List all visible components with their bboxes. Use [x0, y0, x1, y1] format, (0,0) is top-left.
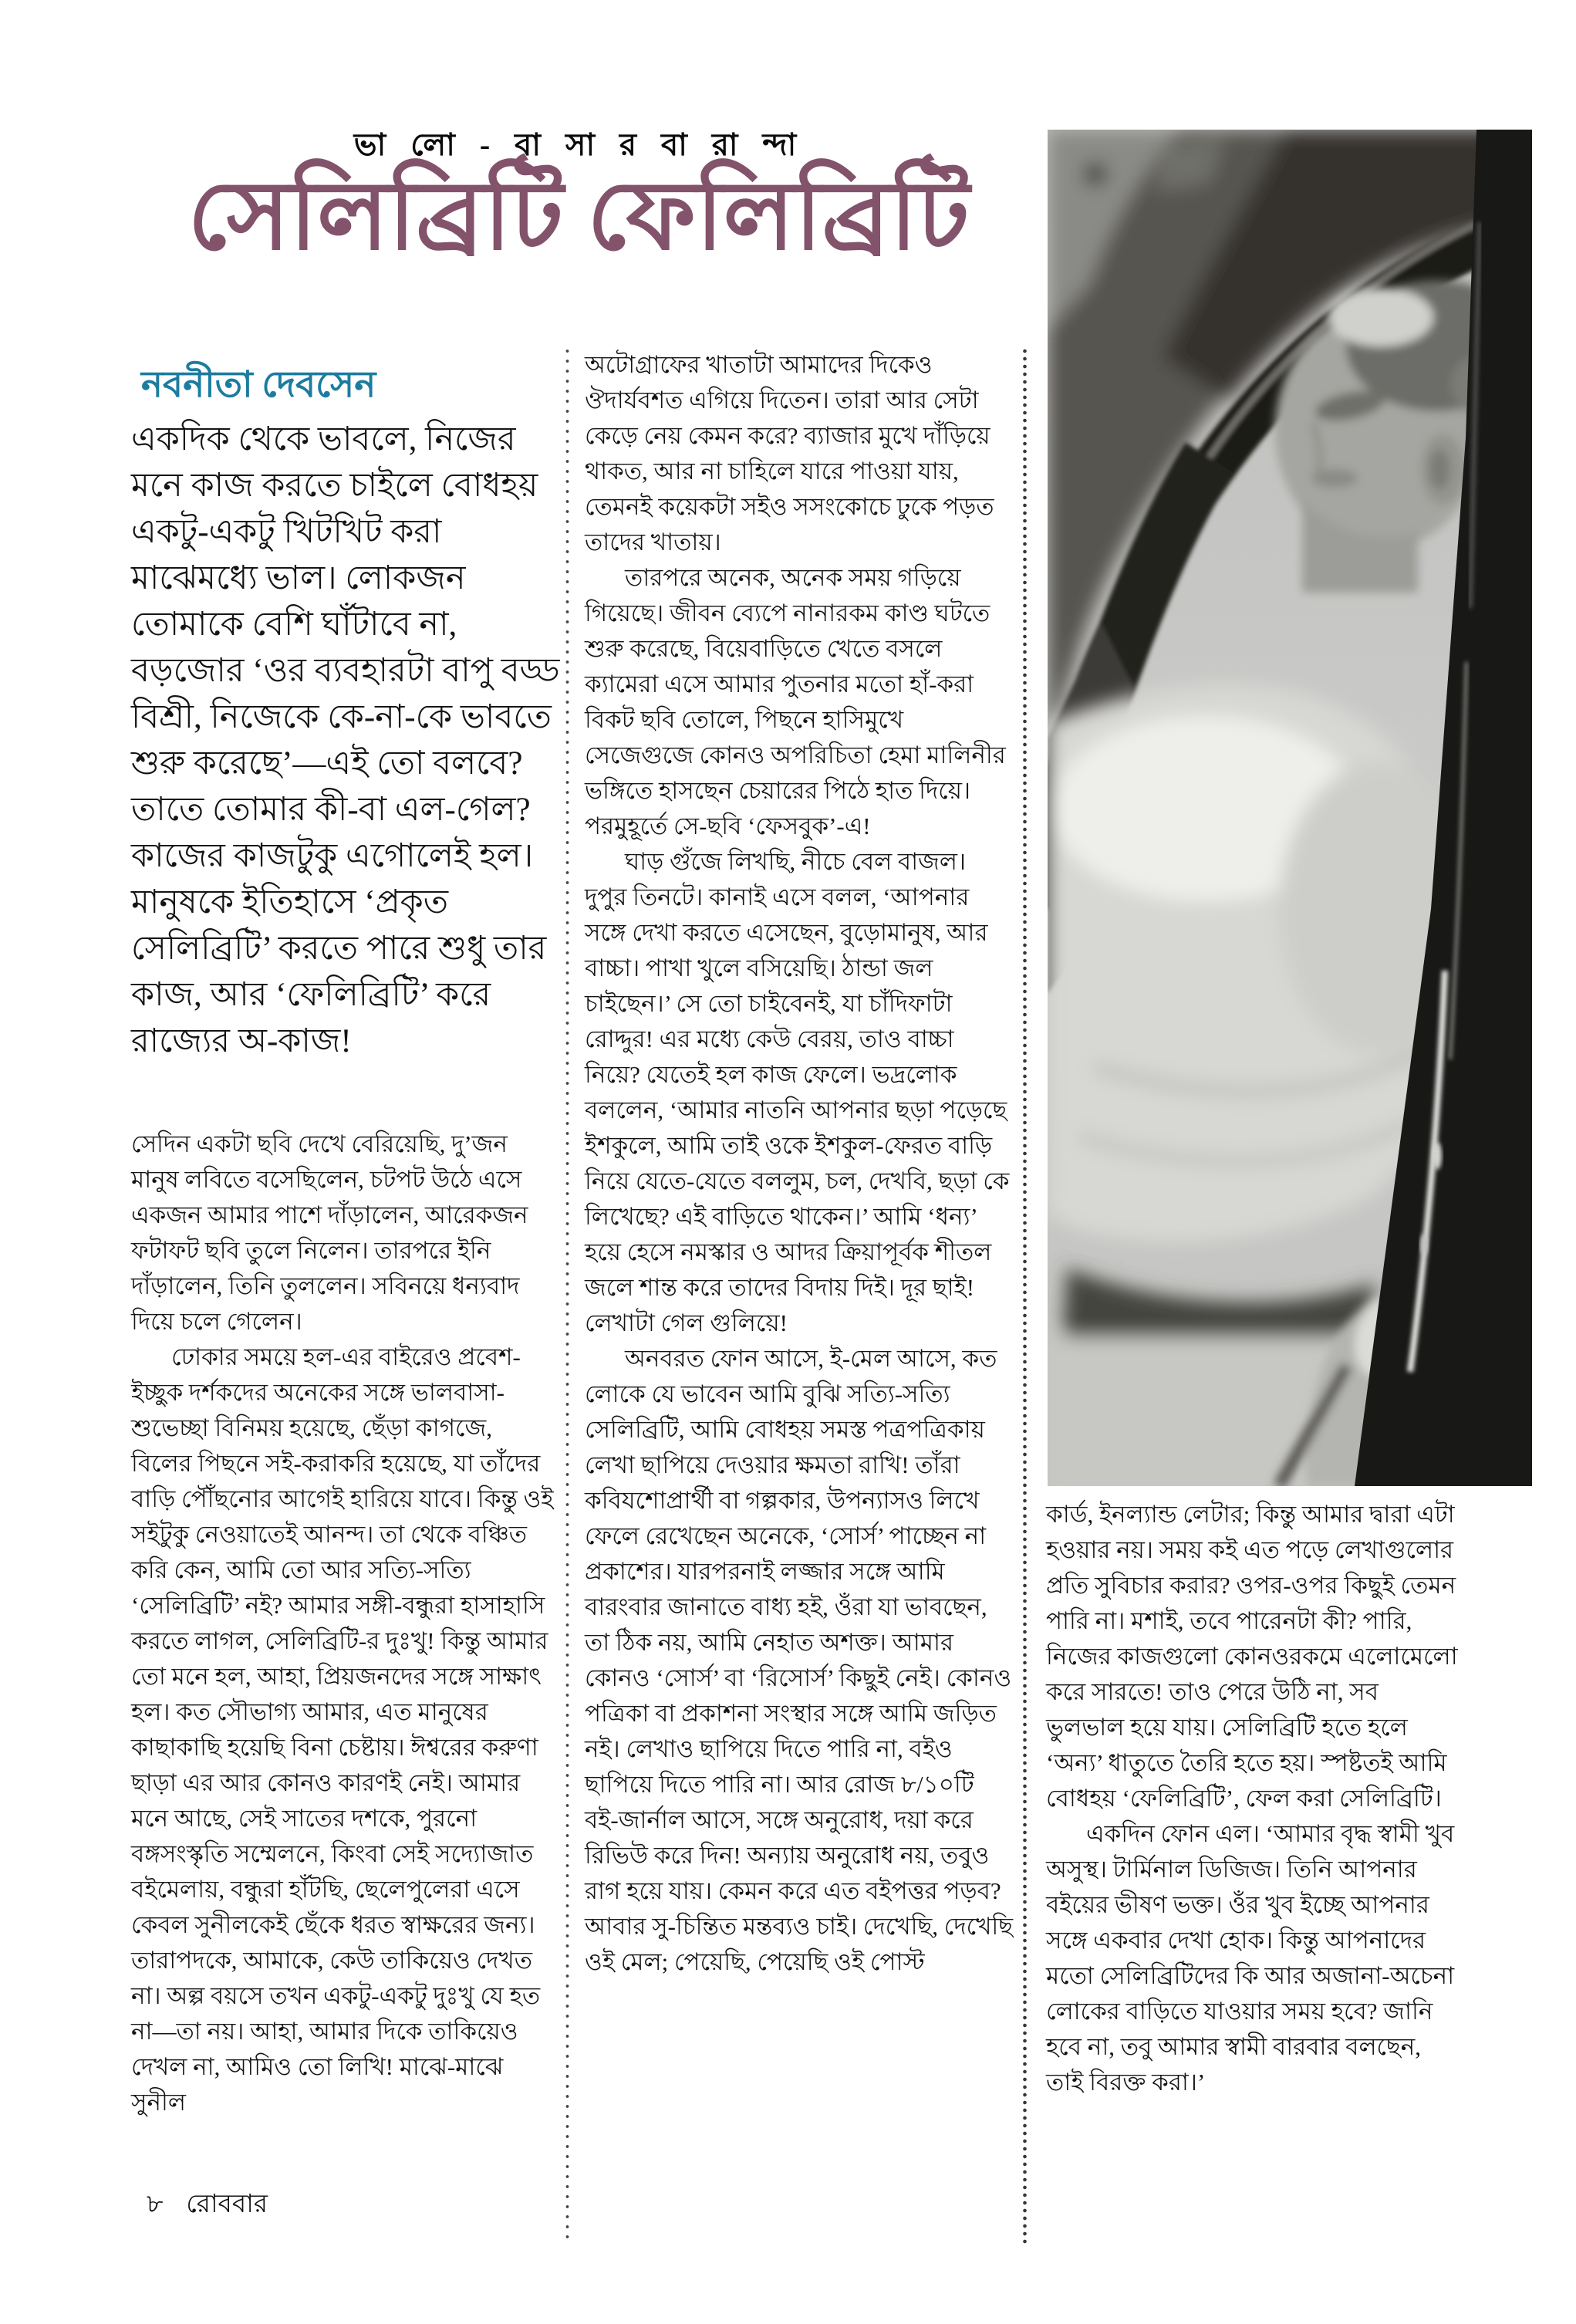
car-window-portrait-illustration — [1048, 130, 1532, 1486]
page-footer — [147, 2184, 268, 2227]
column-separator-left — [565, 349, 569, 2245]
magazine-name: রোববার — [186, 2191, 268, 2218]
author-name: নবনীতা দেবসেন — [141, 365, 376, 405]
column-2 — [585, 347, 1014, 2245]
section-kicker: ভা লো - বা সা র বা রা ন্দা — [353, 127, 804, 162]
intro-paragraph — [131, 417, 562, 1115]
article-paragraph: একদিন ফোন এল। ‘আমার বৃদ্ধ স্বামী খুব অসুস্থ। টার্মিনাল ডিজিজ। তিনি আপনার বইয়ের ভীষণ ভক্ত। ওঁর খুব ইচ্ছে আপনার সঙ্গে একবার দেখা হোক। কিন্তু আপনাদের মতো সেলিব্রিটিদের কি আর অজানা-অচেনা লোকের বাড়িতে যাওয়ার সময় হবে? জানি হবে না, তবু আমার স্বামী বারবার বলছেন, তাই বিরক্ত করা।’ — [1046, 1820, 1455, 2096]
article-paragraph: তারপরে অনেক, অনেক সময় গড়িয়ে গিয়েছে। জীবন ব্যেপে নানারকম কাণ্ড ঘটতে শুরু করেছে, বিয়েবাড়িতে খেতে বসলে ক্যামেরা এসে আমার পুতনার মতো হাঁ-করা বিকট ছবি তোলে, পিছনে হাসিমুখে সেজেগুজে কোনও অপরিচিতা হেমা মালিনীর ভঙ্গিতে হাসছেন চেয়ারের পিঠে হাত দিয়ে। পরমুহূর্তে সে-ছবি ‘ফেসবুক’-এ! — [585, 564, 1006, 839]
article-paragraph: অটোগ্রাফের খাতাটা আমাদের দিকেও ঔদার্যবশত এগিয়ে দিতেন। তারা আর সেটা কেড়ে নেয় কেমন করে? ব্যাজার মুখে দাঁড়িয়ে থাকত, আর না চাহিলে যারে পাওয়া যায়, তেমনই কয়েকটা সইও সসংকোচে ঢুকে পড়ত তাদের খাতায়। — [585, 351, 994, 556]
article-paragraph: অনবরত ফোন আসে, ই-মেল আসে, কত লোকে যে ভাবেন আমি বুঝি সত্যি-সত্যি সেলিব্রিটি, আমি বোধহয় সমস্ত পত্রপত্রিকায় লেখা ছাপিয়ে দেওয়ার ক্ষমতা রাখি! তাঁরা কবিযশোপ্রার্থী বা গল্পকার, উপন্যাসও লিখে ফেলে রেখেছেন অনেকে, ‘সোর্স’ পাচ্ছেন না প্রকাশের। যারপরনাই লজ্জার সঙ্গে আমি বারংবার জানাতে বাধ্য হই, ওঁরা যা ভাবছেন, তা ঠিক নয়, আমি নেহাত অশক্ত। আমার কোনও ‘সোর্স’ বা ‘রিসোর্স’ কিছুই নেই। কোনও পত্রিকা বা প্রকাশনা সংস্থার সঙ্গে আমি জড়িত নই। লেখাও ছাপিয়ে দিতে পারি না, বইও ছাপিয়ে দিতে পারি না। আর রোজ ৮/১০টি বই-জার্নাল আসে, সঙ্গে অনুরোধ, দয়া করে রিভিউ করে দিন! অন্যায় অনুরোধ নয়, তবুও রাগ হয়ে যায়। কেমন করে এত বইপত্তর পড়ব? আবার সু-চিন্তিত মন্তব্যও চাই। দেখেছি, দেখেছি ওই মেল; পেয়েছি, পেয়েছি ওই পোস্ট — [585, 1345, 1014, 1975]
column-separator-right — [1023, 349, 1027, 2245]
article-title: সেলিব্রিটি ফেলিব্রিটি — [187, 164, 970, 269]
article-paragraph: ঢোকার সময়ে হল-এর বাইরেও প্রবেশ-ইচ্ছুক দর্শকদের অনেকের সঙ্গে ভালবাসা-শুভেচ্ছা বিনিময় হয়েছে, ছেঁড়া কাগজে, বিলের পিছনে সই-করাকরি হয়েছে, যা তাঁদের বাড়ি পৌঁছনোর আগেই হারিয়ে যাবে। কিন্তু ওই সইটুকু নেওয়াতেই আনন্দ। তা থেকে বঞ্চিত করি কেন, আমি তো আর সত্যি-সত্যি ‘সেলিব্রিটি’ নই? আমার সঙ্গী-বন্ধুরা হাসাহাসি করতে লাগল, সেলিব্রিটি-র দুঃখু! কিন্তু আমার তো মনে হল, আহা, প্রিয়জনদের সঙ্গে সাক্ষাৎ হল। কত সৌভাগ্য আমার, এত মানুষের কাছাকাছি হয়েছি বিনা চেষ্টায়। ঈশ্বরের করুণা ছাড়া এর আর কোনও কারণই নেই। আমার মনে আছে, সেই সাতের দশকে, পুরনো বঙ্গসংস্কৃতি সম্মেলনে, কিংবা সেই সদ্যোজাত বইমেলায়, বন্ধুরা হাঁটছি, ছেলেপুলেরা এসে কেবল সুনীলকেই ছেঁকে ধরত স্বাক্ষরের জন্য। তারাপদকে, আমাকে, কেউ তাকিয়েও দেখত না। অল্প বয়সে তখন একটু-একটু দুঃখু যে হত না—তা নয়। আহা, আমার দিকে তাকিয়েও দেখল না, আমিও তো লিখি! মাঝে-মাঝে সুনীল — [131, 1343, 554, 2116]
article-paragraph: কার্ড, ইনল্যান্ড লেটার; কিন্তু আমার দ্বারা এটা হওয়ার নয়। সময় কই এত পড়ে লেখাগুলোর প্রতি সুবিচার করার? ওপর-ওপর কিছুই তেমন পারি না। মশাই, তবে পারেনটা কী? পারি, নিজের কাজগুলো কোনওরকমে এলোমেলো করে সারতে! তাও পেরে উঠি না, সব ভুলভাল হয়ে যায়। সেলিব্রিটি হতে হলে ‘অন্য’ ধাতুতে তৈরি হতে হয়। স্পষ্টতই আমি বোধহয় ‘ফেলিব্রিটি’, ফেল করা সেলিব্রিটি। — [1046, 1501, 1458, 1812]
article-paragraph: সেদিন একটা ছবি দেখে বেরিয়েছি, দু’জন মানুষ লবিতে বসেছিলেন, চটপট উঠে এসে একজন আমার পাশে দাঁড়ালেন, আরেকজন ফটাফট ছবি তুলে নিলেন। তারপরে ইনি দাঁড়ালেন, তিনি তুললেন। সবিনয়ে ধন্যবাদ দিয়ে চলে গেলেন। — [131, 1130, 528, 1335]
article-paragraph: ঘাড় গুঁজে লিখছি, নীচে বেল বাজল। দুপুর তিনটে। কানাই এসে বলল, ‘আপনার সঙ্গে দেখা করতে এসেছেন, বুড়োমানুষ, আর বাচ্চা। পাখা খুলে বসিয়েছি। ঠান্ডা জল চাইছেন।’ সে তো চাইবেনই, যা চাঁদিফাটা রোদ্দুর! এর মধ্যে কেউ বেরয়, তাও বাচ্চা নিয়ে? যেতেই হল কাজ ফেলে। ভদ্রলোক বললেন, ‘আমার নাতনি আপনার ছড়া পড়েছে ইশকুলে, আমি তাই ওকে ইশকুল-ফেরত বাড়ি নিয়ে যেতে-যেতে বললুম, চল, দেখবি, ছড়া কে লিখেছে? এই বাড়িতে থাকেন।’ আমি ‘ধন্য’ হয়ে হেসে নমস্কার ও আদর ক্রিয়াপূর্বক শীতল জলে শান্ত করে তাদের বিদায় দিই। দূর ছাই! লেখাটা গেল গুলিয়ে! — [585, 848, 1010, 1336]
page-number: ৮ — [147, 2191, 164, 2218]
article-photo — [1048, 130, 1532, 1486]
column-1 — [131, 1127, 559, 2164]
column-3 — [1046, 1497, 1463, 2222]
article-paragraph: একদিক থেকে ভাবলে, নিজের মনে কাজ করতে চাইলে বোধহয় একটু-একটু খিটখিট করা মাঝেমধ্যে ভাল। লোকজন তোমাকে বেশি ঘাঁটাবে না, বড়জোর ‘ওর ব্যবহারটা বাপু বড্ড বিশ্রী, নিজেকে কে-না-কে ভাবতে শুরু করেছে’—এই তো বলবে? তাতে তোমার কী-বা এল-গেল? কাজের কাজটুকু এগোলেই হল। মানুষকে ইতিহাসে ‘প্রকৃত সেলিব্রিটি’ করতে পারে শুধু তার কাজ, আর ‘ফেলিব্রিটি’ করে রাজ্যের অ-কাজ! — [131, 421, 560, 1059]
